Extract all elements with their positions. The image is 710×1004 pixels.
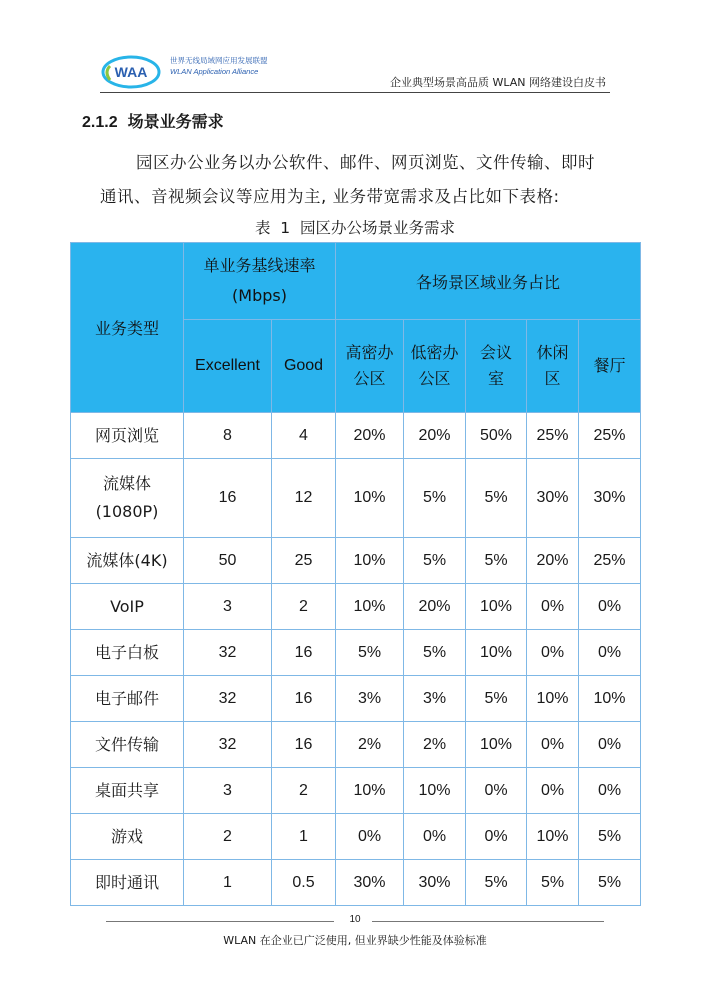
table-cell: 10%	[404, 768, 466, 814]
header-excellent: Excellent	[184, 320, 272, 413]
table-cell: 10%	[466, 584, 527, 630]
table-cell: 5%	[466, 459, 527, 538]
service-type-cell: 文件传输	[71, 722, 184, 768]
body-paragraph: 园区办公业务以办公软件、邮件、网页浏览、文件传输、即时通讯、音视频会议等应用为主, 业务带宽需求及占比如下表格:	[100, 153, 595, 206]
table-cell: 5%	[336, 630, 404, 676]
table-row	[71, 814, 641, 860]
table-cell: 10%	[466, 630, 527, 676]
document-title: 企业典型场景高品质 WLAN 网络建设白皮书	[389, 76, 606, 89]
table-cell: 10%	[579, 676, 641, 722]
table-cell: 0%	[579, 768, 641, 814]
section-number: 2.1.2	[82, 114, 118, 131]
table-cell: 10%	[336, 459, 404, 538]
table-cell: 5%	[404, 459, 466, 538]
table-cell: 10%	[527, 814, 579, 860]
header-service-type: 业务类型	[71, 243, 184, 413]
requirements-table	[70, 242, 641, 906]
header-divider	[100, 92, 610, 93]
table-cell: 10%	[527, 676, 579, 722]
page-number: 10	[349, 914, 361, 925]
table-cell: 5%	[579, 860, 641, 906]
table-cell: 10%	[336, 768, 404, 814]
logo-mark-text: WAA	[114, 64, 148, 80]
table-cell: 5%	[404, 630, 466, 676]
table-cell: 2	[272, 584, 336, 630]
header-good: Good	[272, 320, 336, 413]
service-type-cell: 流媒体(4K)	[71, 538, 184, 584]
table-cell: 0%	[466, 814, 527, 860]
service-type-cell: 即时通讯	[71, 860, 184, 906]
table-cell: 20%	[336, 413, 404, 459]
header-low-density-office: 低密办 公区	[404, 320, 466, 413]
table-cell: 5%	[466, 676, 527, 722]
table-cell: 32	[184, 630, 272, 676]
service-type-cell: 电子邮件	[71, 676, 184, 722]
table-cell: 1	[272, 814, 336, 860]
table-cell: 5%	[404, 538, 466, 584]
table-row	[71, 676, 641, 722]
table-cell: 32	[184, 676, 272, 722]
org-name-en: WLAN Application Alliance	[170, 67, 259, 76]
table-cell: 3	[184, 584, 272, 630]
header-high-density-office: 高密办 公区	[336, 320, 404, 413]
footer-slogan: WLAN 在企业已广泛使用, 但业界缺少性能及体验标准	[223, 934, 487, 947]
table-cell: 32	[184, 722, 272, 768]
table-cell: 25%	[579, 538, 641, 584]
section-title: 场景业务需求	[127, 112, 224, 131]
section-heading	[82, 109, 224, 132]
table-cell: 5%	[527, 860, 579, 906]
table-cell: 20%	[527, 538, 579, 584]
table-cell: 16	[272, 722, 336, 768]
service-type-cell: VoIP	[71, 584, 184, 630]
table-cell: 30%	[579, 459, 641, 538]
table-cell: 5%	[466, 538, 527, 584]
table-cell: 5%	[466, 860, 527, 906]
table-cell: 10%	[336, 538, 404, 584]
table-cell: 3%	[404, 676, 466, 722]
table-cell: 0%	[527, 584, 579, 630]
table-cell: 50	[184, 538, 272, 584]
alliance-logo	[100, 52, 270, 92]
table-row	[71, 413, 641, 459]
table-cell: 0%	[404, 814, 466, 860]
table-cell: 0%	[527, 722, 579, 768]
table-cell: 3	[184, 768, 272, 814]
table-cell: 4	[272, 413, 336, 459]
service-type-cell: 桌面共享	[71, 768, 184, 814]
service-type-cell: 网页浏览	[71, 413, 184, 459]
table-cell: 1	[184, 860, 272, 906]
service-type-cell: 流媒体 (1080P)	[71, 459, 184, 538]
header-restaurant: 餐厅	[579, 320, 641, 413]
table-cell: 30%	[404, 860, 466, 906]
table-cell: 0%	[466, 768, 527, 814]
waa-logo-icon	[100, 54, 164, 90]
table-cell: 10%	[336, 584, 404, 630]
table-row	[71, 584, 641, 630]
table-cell: 0%	[579, 630, 641, 676]
table-cell: 25	[272, 538, 336, 584]
table-cell: 0%	[527, 768, 579, 814]
table-row	[71, 630, 641, 676]
table-body	[71, 413, 641, 906]
table-cell: 30%	[336, 860, 404, 906]
table-cell: 16	[272, 630, 336, 676]
table-cell: 0.5	[272, 860, 336, 906]
table-cell: 20%	[404, 584, 466, 630]
org-name-cn: 世界无线局域网应用发展联盟	[170, 56, 268, 65]
table-row	[71, 538, 641, 584]
table-cell: 0%	[579, 722, 641, 768]
table-cell: 25%	[527, 413, 579, 459]
footer-divider-right	[372, 921, 604, 922]
table-row	[71, 768, 641, 814]
service-type-cell: 电子白板	[71, 630, 184, 676]
header-baseline-rate: 单业务基线速率 (Mbps)	[184, 243, 336, 320]
table-cell: 2%	[404, 722, 466, 768]
table-caption: 表 1 园区办公场景业务需求	[254, 219, 456, 237]
table-cell: 2	[272, 768, 336, 814]
service-type-cell: 游戏	[71, 814, 184, 860]
table-cell: 10%	[466, 722, 527, 768]
table-row	[71, 860, 641, 906]
table-cell: 3%	[336, 676, 404, 722]
table-cell: 0%	[579, 584, 641, 630]
org-name	[170, 55, 268, 77]
table-cell: 2%	[336, 722, 404, 768]
header-leisure-area: 休闲 区	[527, 320, 579, 413]
table-cell: 20%	[404, 413, 466, 459]
table-cell: 16	[272, 676, 336, 722]
table-row	[71, 459, 641, 538]
table-cell: 25%	[579, 413, 641, 459]
table-cell: 16	[184, 459, 272, 538]
table-cell: 12	[272, 459, 336, 538]
header-meeting-room: 会议 室	[466, 320, 527, 413]
table-cell: 8	[184, 413, 272, 459]
table-row	[71, 722, 641, 768]
table-cell: 0%	[336, 814, 404, 860]
table-cell: 5%	[579, 814, 641, 860]
table-cell: 0%	[527, 630, 579, 676]
table-cell: 50%	[466, 413, 527, 459]
header-scene-ratio: 各场景区域业务占比	[336, 243, 641, 320]
table-cell: 2	[184, 814, 272, 860]
table-cell: 30%	[527, 459, 579, 538]
